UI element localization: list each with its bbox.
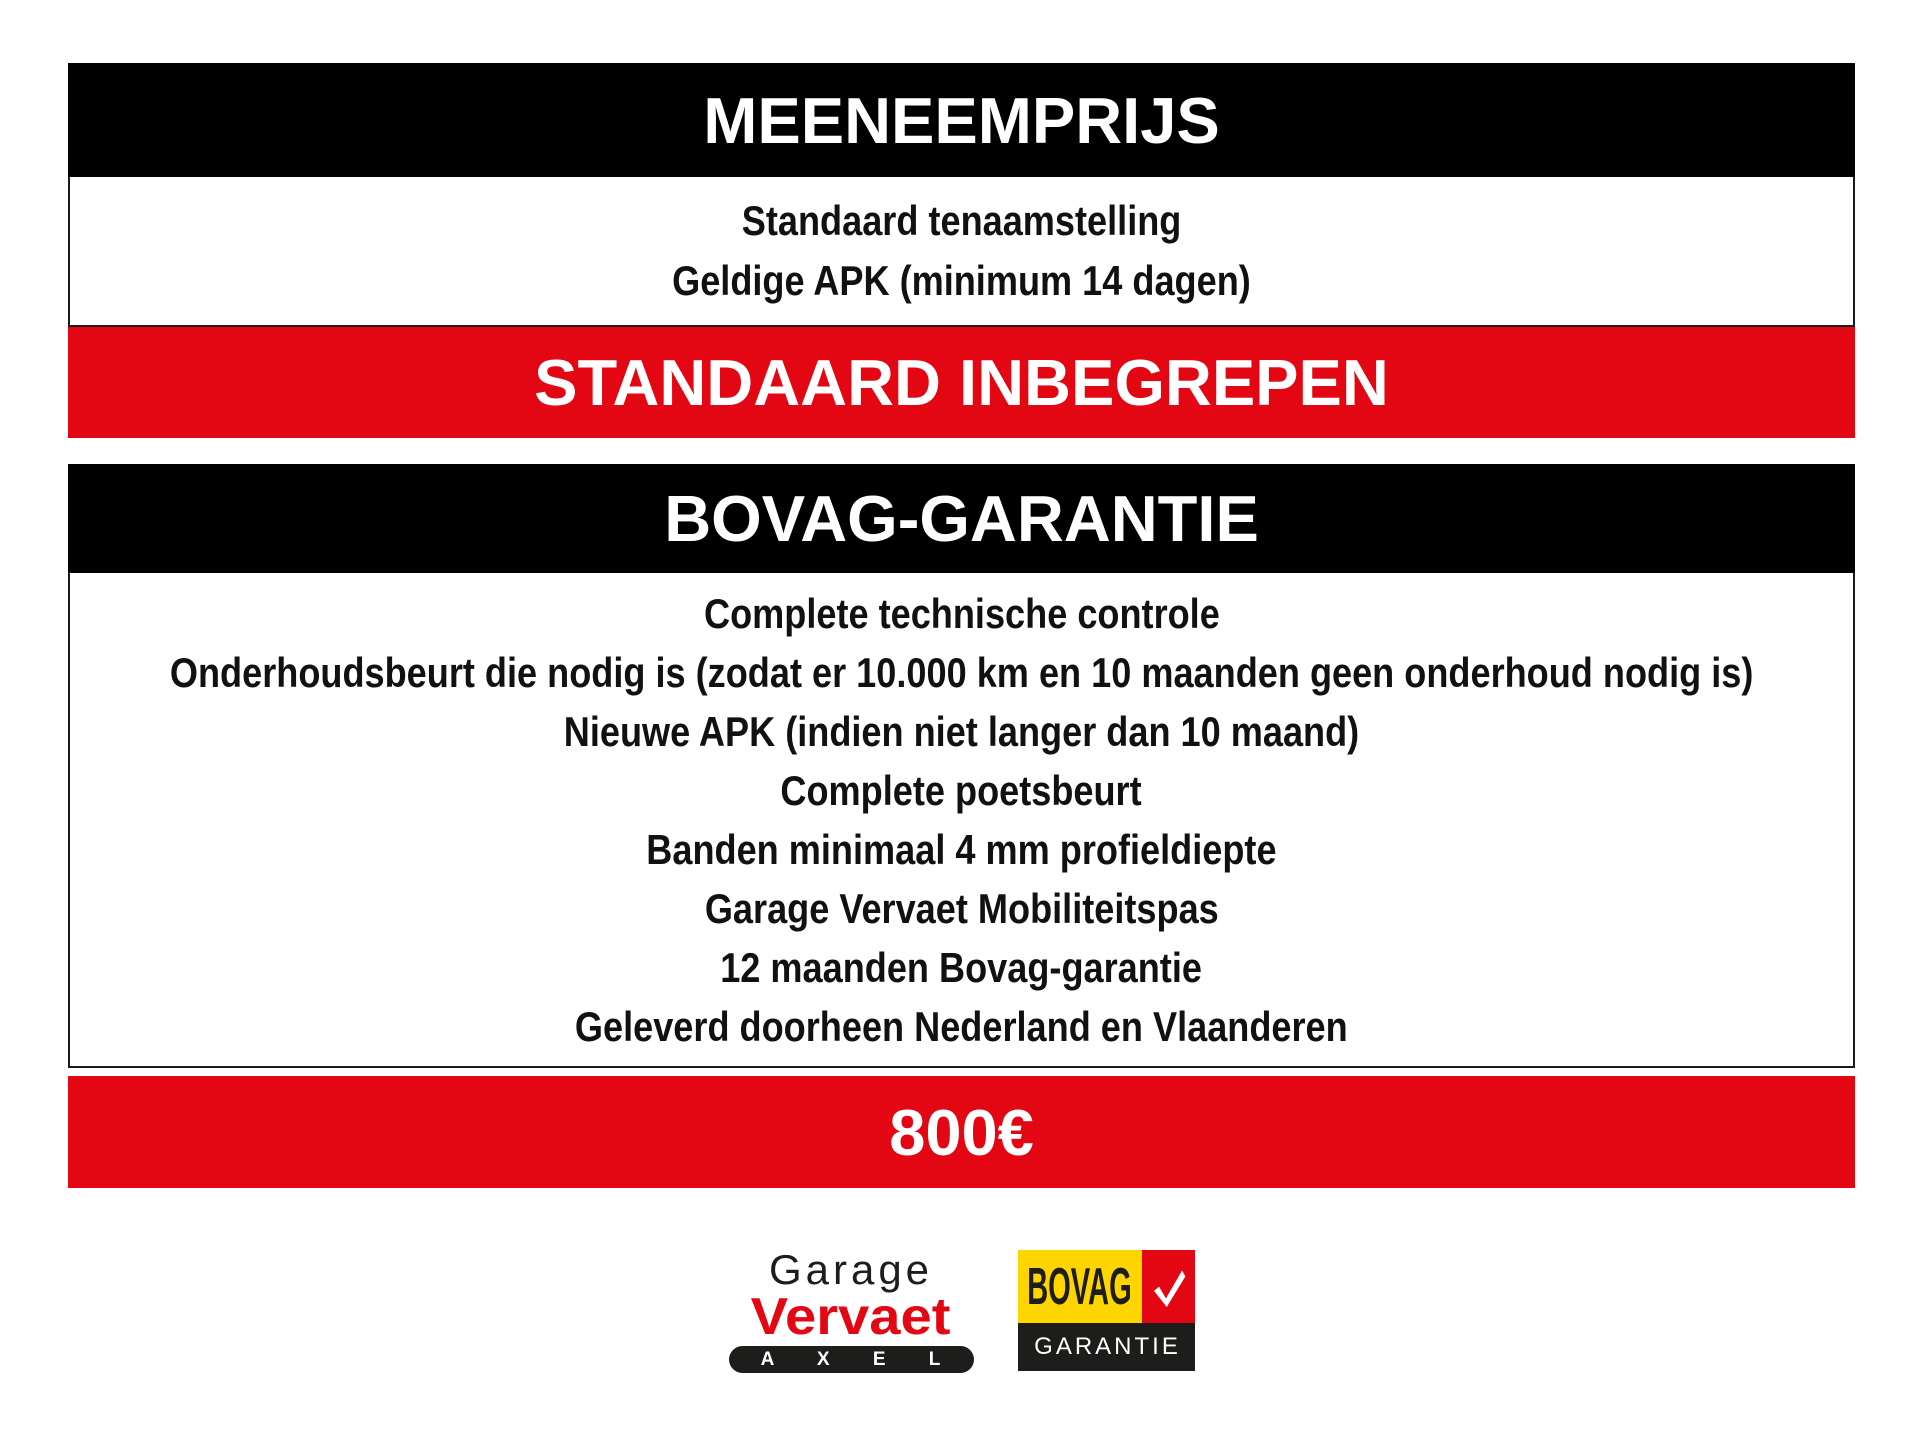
- bovag-logo-top: [1018, 1250, 1195, 1323]
- list-item: Onderhoudsbeurt die nodig is (zodat er 10.000 km en 10 maanden geen onderhoud nodig is): [169, 648, 1754, 696]
- standaard-inbegrepen-label: STANDAARD INBEGREPEN: [534, 346, 1389, 419]
- meeneemprijs-header-bar: [68, 63, 1855, 177]
- bovag-garantie-header-bar: [68, 464, 1855, 573]
- bovag-logo-name: BOVAG: [1027, 1257, 1132, 1316]
- bovag-garantie-body: [68, 573, 1855, 1068]
- list-item: Geleverd doorheen Nederland en Vlaanderen: [575, 1002, 1348, 1050]
- list-item: Geldige APK (minimum 14 dagen): [672, 257, 1251, 304]
- list-item: Garage Vervaet Mobiliteitspas: [704, 884, 1219, 932]
- list-item: Banden minimaal 4 mm profieldiepte: [646, 825, 1277, 873]
- price-label: 800€: [889, 1095, 1034, 1169]
- bovag-logo-garantie-strip: [1018, 1323, 1195, 1371]
- meeneemprijs-body: [68, 177, 1855, 327]
- vervaet-logo-vervaet-text: Vervaet: [751, 1288, 951, 1346]
- bovag-logo-yellow-block: [1018, 1250, 1142, 1323]
- bovag-logo-subtitle: GARANTIE: [1034, 1333, 1181, 1360]
- vervaet-logo-garage-text: Garage: [768, 1246, 934, 1293]
- list-item: 12 maanden Bovag-garantie: [720, 943, 1203, 991]
- meeneemprijs-title: MEENEEMPRIJS: [703, 83, 1220, 157]
- list-item: Complete poetsbeurt: [780, 766, 1143, 814]
- list-item: Nieuwe APK (indien niet langer dan 10 maand): [563, 707, 1360, 755]
- flyer-content: [68, 63, 1855, 1373]
- price-banner: [68, 1076, 1855, 1188]
- bovag-garantie-logo: [1018, 1250, 1195, 1371]
- vervaet-logo-axel-badge: A X E L: [729, 1346, 974, 1373]
- bovag-garantie-title: BOVAG-GARANTIE: [664, 482, 1259, 555]
- list-item: Standaard tenaamstelling: [741, 197, 1182, 244]
- checkmark-icon: [1142, 1250, 1195, 1323]
- standaard-inbegrepen-banner: [68, 327, 1855, 438]
- section-bovag-garantie: [68, 464, 1855, 1188]
- section-meeneemprijs: [68, 63, 1855, 438]
- list-item: Complete technische controle: [703, 589, 1220, 637]
- footer-logos: [68, 1246, 1855, 1373]
- garage-vervaet-logo: [729, 1246, 974, 1373]
